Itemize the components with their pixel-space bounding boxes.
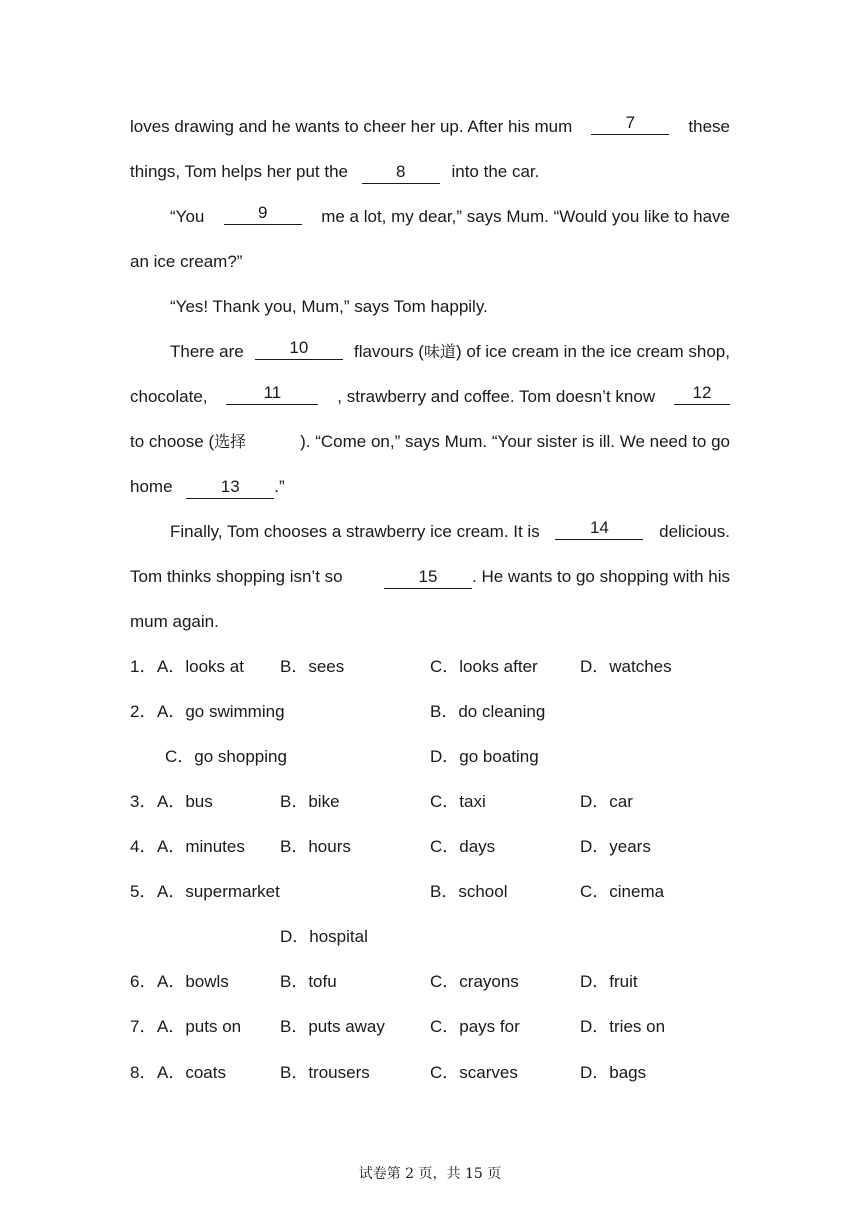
passage-text: “You: [170, 207, 205, 226]
page-footer: 试卷第 2 页，共 15 页: [358, 1166, 502, 1182]
passage-text: into the car.: [451, 162, 540, 181]
passage-text: me a lot, my dear,” says Mum. “Would you like to have: [321, 207, 730, 226]
passage-text: these: [688, 117, 730, 136]
option-b: B．school: [430, 882, 508, 901]
option-d: D．fruit: [580, 972, 638, 991]
option-c: C．go shopping: [165, 747, 287, 766]
passage-line: [130, 382, 730, 412]
passage-text: , strawberry and coffee. Tom doesn’t know: [337, 387, 656, 406]
passage-line: [130, 562, 730, 592]
option-a: A．looks at: [157, 657, 244, 676]
option-b: B．bike: [280, 792, 340, 811]
passage-line: an ice cream?”: [130, 252, 243, 271]
passage-line: [130, 157, 730, 187]
question-number: 7．: [130, 1017, 157, 1036]
option-b: B．do cleaning: [430, 702, 546, 721]
answer-blank: 9: [224, 202, 302, 225]
option-a: A．go swimming: [157, 702, 285, 721]
option-c: C．crayons: [430, 972, 519, 991]
option-c: C．taxi: [430, 792, 486, 811]
answer-blank: 12: [674, 382, 730, 405]
option-c: C．cinema: [580, 882, 665, 901]
option-a: A．puts on: [157, 1017, 242, 1036]
option-d: D．tries on: [580, 1017, 666, 1036]
passage-text: loves drawing and he wants to cheer her up. After his mum: [130, 117, 573, 136]
passage-line: [130, 112, 730, 142]
answer-blank: 11: [226, 382, 318, 405]
answer-blank: 10: [255, 337, 343, 360]
question-number: 8．: [130, 1063, 157, 1082]
option-a: A．supermarket: [157, 882, 280, 901]
option-a: A．bowls: [157, 972, 229, 991]
passage-text: Finally, Tom chooses a strawberry ice cream. It is: [170, 522, 540, 541]
passage-text: flavours (味道) of ice cream in the ice cream shop,: [354, 342, 730, 361]
option-a: A．minutes: [157, 837, 245, 856]
option-d: D．car: [580, 792, 633, 811]
option-b: B．trousers: [280, 1063, 370, 1082]
answer-blank: 8: [362, 161, 440, 184]
question-number: 1．: [130, 657, 157, 676]
passage-text: ). “Come on,” says Mum. “Your sister is ill. We need to go: [300, 432, 730, 451]
passage-line: [170, 202, 730, 232]
passage-line: [170, 517, 730, 547]
option-d: D．hospital: [280, 927, 368, 946]
question-number: 5．: [130, 882, 157, 901]
passage-line: [130, 472, 730, 502]
option-c: C．scarves: [430, 1063, 518, 1082]
option-d: D．go boating: [430, 747, 539, 766]
passage-text: 15 . He wants to go shopping with his: [384, 562, 730, 592]
option-b: B．puts away: [280, 1017, 385, 1036]
option-d: D．bags: [580, 1063, 647, 1082]
option-b: B．sees: [280, 657, 345, 676]
passage-line: “Yes! Thank you, Mum,” says Tom happily.: [170, 297, 488, 316]
passage-text: home: [130, 477, 173, 496]
question-number: 4．: [130, 837, 157, 856]
passage-text: Tom thinks shopping isn’t so: [130, 567, 343, 586]
question-number: 6．: [130, 972, 157, 991]
answer-blank: 7: [591, 112, 669, 135]
passage-line: [130, 427, 730, 457]
passage-text: to choose (选择: [130, 432, 247, 451]
question-number: 3．: [130, 792, 157, 811]
passage-line: [170, 337, 730, 367]
passage-text: things, Tom helps her put the: [130, 162, 348, 181]
option-c: C．days: [430, 837, 496, 856]
passage-text: There are: [170, 342, 244, 361]
option-b: B．hours: [280, 837, 351, 856]
passage-text: .”: [274, 477, 285, 496]
option-d: D．years: [580, 837, 651, 856]
option-b: B．tofu: [280, 972, 337, 991]
passage-text: delicious.: [659, 522, 730, 541]
option-d: D．watches: [580, 657, 672, 676]
option-c: C．looks after: [430, 657, 538, 676]
option-a: A．bus: [157, 792, 213, 811]
passage-line: mum again.: [130, 612, 219, 631]
question-number: 2．: [130, 702, 157, 721]
answer-blank: 14: [555, 517, 643, 540]
passage-text: chocolate,: [130, 387, 208, 406]
answer-blank: 15: [384, 566, 472, 589]
option-c: C．pays for: [430, 1017, 520, 1036]
option-a: A．coats: [157, 1063, 226, 1082]
answer-blank: 13: [186, 476, 274, 499]
